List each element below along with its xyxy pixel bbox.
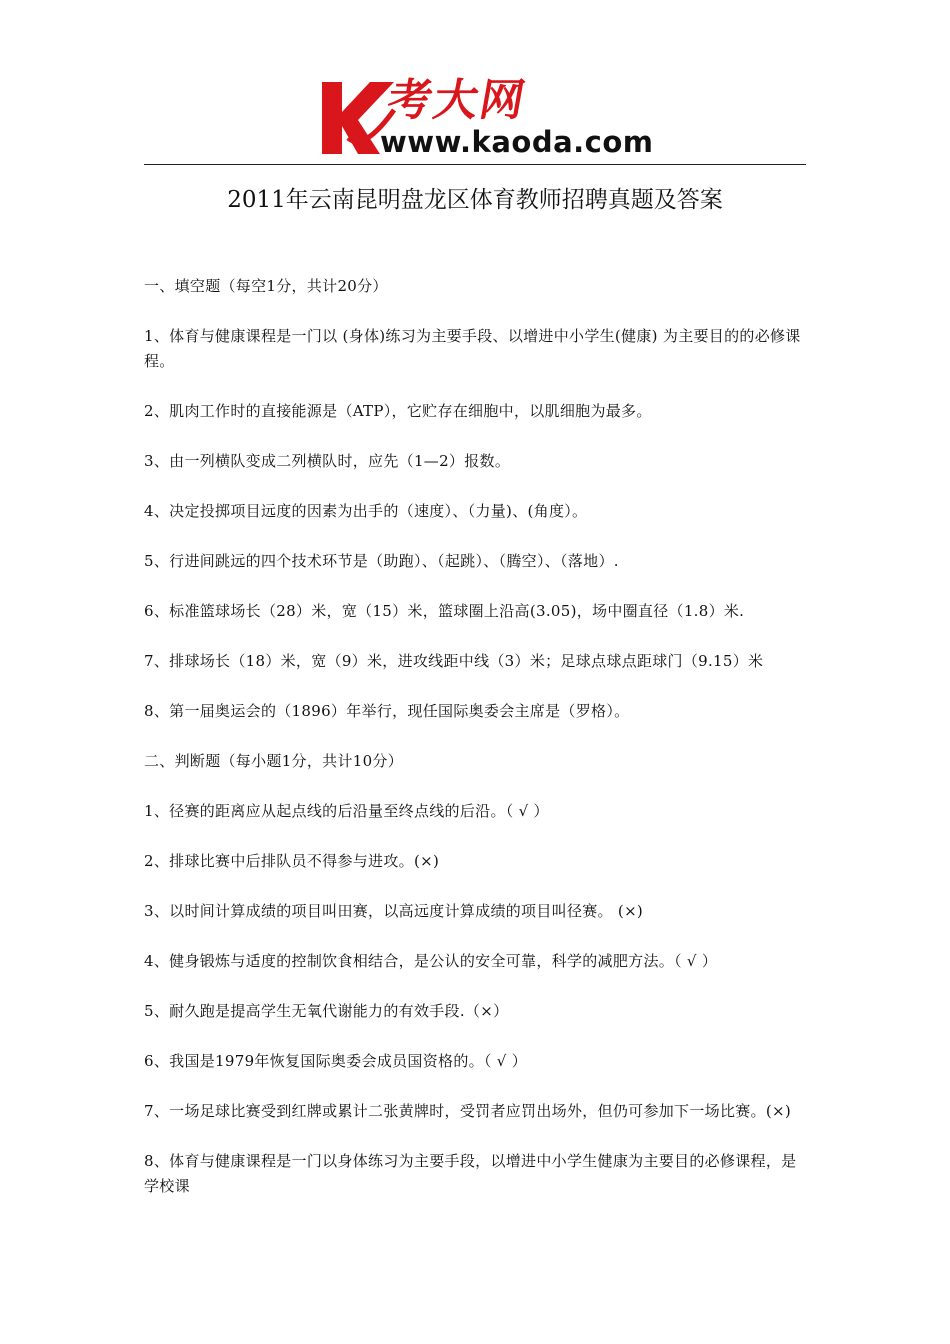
document-body xyxy=(144,274,808,1224)
question-paragraph: 6、我国是1979年恢复国际奥委会成员国资格的。（ √ ） xyxy=(144,1052,528,1070)
question-paragraph: 2、排球比赛中后排队员不得参与进攻。(×) xyxy=(144,852,440,870)
question-paragraph: 3、由一列横队变成二列横队时，应先（1—2）报数。 xyxy=(144,452,511,470)
question-paragraph: 1、体育与健康课程是一门以 (身体)练习为主要手段、以增进中小学生(健康) 为主要目的的必修课程。 xyxy=(144,327,801,370)
document-title: 2011年云南昆明盘龙区体育教师招聘真题及答案 xyxy=(227,187,723,213)
question-paragraph: 3、以时间计算成绩的项目叫田赛，以高远度计算成绩的项目叫径赛。 (×) xyxy=(144,902,644,920)
question-paragraph: 7、一场足球比赛受到红牌或累计二张黄牌时，受罚者应罚出场外，但仍可参加下一场比赛。(×) xyxy=(144,1102,792,1120)
question-paragraph: 8、体育与健康课程是一门以身体练习为主要手段，以增进中小学生健康为主要目的必修课程，是学校课 xyxy=(144,1152,797,1195)
question-paragraph: 5、行进间跳远的四个技术环节是（助跑）、（起跳）、（腾空）、（落地）. xyxy=(144,552,619,570)
question-paragraph: 2、肌肉工作时的直接能源是（ATP），它贮存在细胞中，以肌细胞为最多。 xyxy=(144,402,652,420)
question-paragraph: 6、标准篮球场长（28）米，宽（15）米，篮球圈上沿高(3.05)，场中圈直径（1.8）米. xyxy=(144,602,745,620)
question-paragraph: 7、排球场长（18）米，宽（9）米，进攻线距中线（3）米；足球点球点距球门（9.15）米 xyxy=(144,652,764,670)
section-heading-true-false: 二、判断题（每小题1分，共计10分） xyxy=(144,752,404,770)
question-paragraph: 1、径赛的距离应从起点线的后沿量至终点线的后沿。（ √ ） xyxy=(144,802,549,820)
question-paragraph: 5、耐久跑是提高学生无氧代谢能力的有效手段.（×） xyxy=(144,1002,509,1020)
kaoda-logo xyxy=(318,75,654,160)
question-paragraph: 4、健身锻炼与适度的控制饮食相结合，是公认的安全可靠，科学的减肥方法。（ √ ） xyxy=(144,952,718,970)
logo-brand-text: 考大网 xyxy=(383,75,531,126)
header-divider xyxy=(144,164,806,165)
logo-url-text: www.kaoda.com xyxy=(380,125,654,159)
section-heading-fill-blank: 一、填空题（每空1分，共计20分） xyxy=(144,277,388,295)
question-paragraph: 8、第一届奥运会的（1896）年举行，现任国际奥委会主席是（罗格）。 xyxy=(144,702,630,720)
question-paragraph: 4、决定投掷项目远度的因素为出手的（速度）、（力量)、(角度）。 xyxy=(144,502,588,520)
